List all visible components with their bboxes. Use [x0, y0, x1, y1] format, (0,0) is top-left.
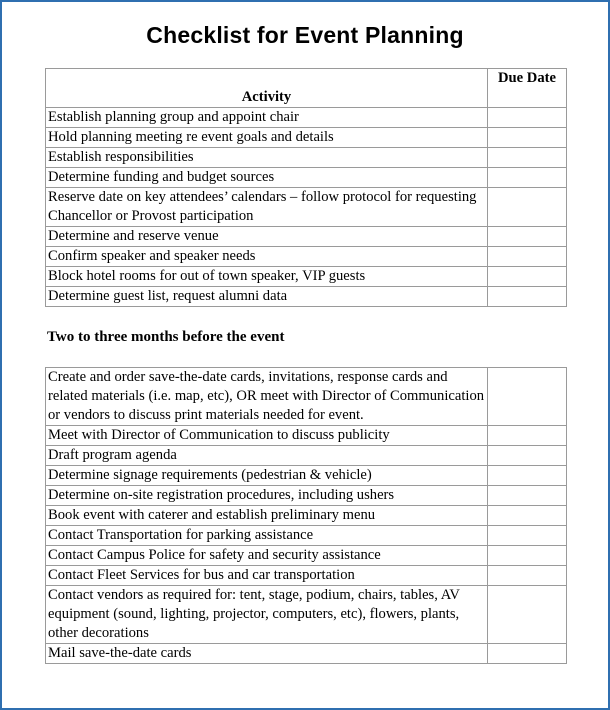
table-row	[46, 486, 567, 506]
table-row	[46, 368, 567, 426]
activity-cell: Determine funding and budget sources	[46, 168, 488, 188]
table-row	[46, 466, 567, 486]
due-date-cell[interactable]	[488, 566, 567, 586]
due-date-column-header: Due Date	[488, 69, 567, 108]
activity-cell: Contact Fleet Services for bus and car transportation	[46, 566, 488, 586]
due-date-cell[interactable]	[488, 108, 567, 128]
due-date-cell[interactable]	[488, 466, 567, 486]
section-heading: Two to three months before the event	[47, 329, 285, 345]
table-row	[46, 108, 567, 128]
due-date-cell[interactable]	[488, 486, 567, 506]
due-date-cell[interactable]	[488, 644, 567, 664]
checklist-table-planning	[45, 68, 567, 307]
activity-cell: Contact vendors as required for: tent, stage, podium, chairs, tables, AV equipment (sound, lighting, projector, computers, etc), flowers, plants, other decorations	[46, 586, 488, 644]
activity-cell: Confirm speaker and speaker needs	[46, 247, 488, 267]
table-row	[46, 644, 567, 664]
activity-cell: Determine on-site registration procedures, including ushers	[46, 486, 488, 506]
activity-cell: Create and order save-the-date cards, invitations, response cards and related materials (i.e. map, etc), OR meet with Director of Communication or vendors to discuss print materials needed for event.	[46, 368, 488, 426]
due-date-cell[interactable]	[488, 227, 567, 247]
activity-cell: Determine and reserve venue	[46, 227, 488, 247]
due-date-cell[interactable]	[488, 128, 567, 148]
activity-column-header: Activity	[46, 69, 488, 108]
due-date-cell[interactable]	[488, 188, 567, 227]
activity-cell: Reserve date on key attendees’ calendars – follow protocol for requesting Chancellor or Provost participation	[46, 188, 488, 227]
table-row	[46, 546, 567, 566]
due-date-cell[interactable]	[488, 287, 567, 307]
table-row	[46, 526, 567, 546]
activity-cell: Hold planning meeting re event goals and details	[46, 128, 488, 148]
activity-cell: Block hotel rooms for out of town speaker, VIP guests	[46, 267, 488, 287]
activity-cell: Determine guest list, request alumni data	[46, 287, 488, 307]
table-row	[46, 506, 567, 526]
page-title: Checklist for Event Planning	[146, 22, 464, 48]
due-date-cell[interactable]	[488, 546, 567, 566]
table-row	[46, 148, 567, 168]
table-header-row	[46, 69, 567, 108]
table-row	[46, 188, 567, 227]
due-date-cell[interactable]	[488, 526, 567, 546]
activity-cell: Draft program agenda	[46, 446, 488, 466]
due-date-cell[interactable]	[488, 168, 567, 188]
due-date-cell[interactable]	[488, 446, 567, 466]
due-date-cell[interactable]	[488, 506, 567, 526]
due-date-cell[interactable]	[488, 426, 567, 446]
activity-cell: Book event with caterer and establish preliminary menu	[46, 506, 488, 526]
due-date-cell[interactable]	[488, 247, 567, 267]
due-date-cell[interactable]	[488, 368, 567, 426]
table-row	[46, 586, 567, 644]
table-row	[46, 566, 567, 586]
table-row	[46, 247, 567, 267]
table-row	[46, 267, 567, 287]
checklist-table-two-to-three-months	[45, 367, 567, 664]
table-row	[46, 128, 567, 148]
activity-cell: Meet with Director of Communication to discuss publicity	[46, 426, 488, 446]
activity-cell: Establish responsibilities	[46, 148, 488, 168]
table-row	[46, 227, 567, 247]
activity-cell: Mail save-the-date cards	[46, 644, 488, 664]
due-date-cell[interactable]	[488, 267, 567, 287]
table-row	[46, 426, 567, 446]
activity-cell: Contact Campus Police for safety and security assistance	[46, 546, 488, 566]
activity-cell: Establish planning group and appoint chair	[46, 108, 488, 128]
activity-cell: Contact Transportation for parking assistance	[46, 526, 488, 546]
due-date-cell[interactable]	[488, 148, 567, 168]
table-row	[46, 446, 567, 466]
due-date-cell[interactable]	[488, 586, 567, 644]
activity-cell: Determine signage requirements (pedestrian & vehicle)	[46, 466, 488, 486]
table-row	[46, 168, 567, 188]
table-row	[46, 287, 567, 307]
